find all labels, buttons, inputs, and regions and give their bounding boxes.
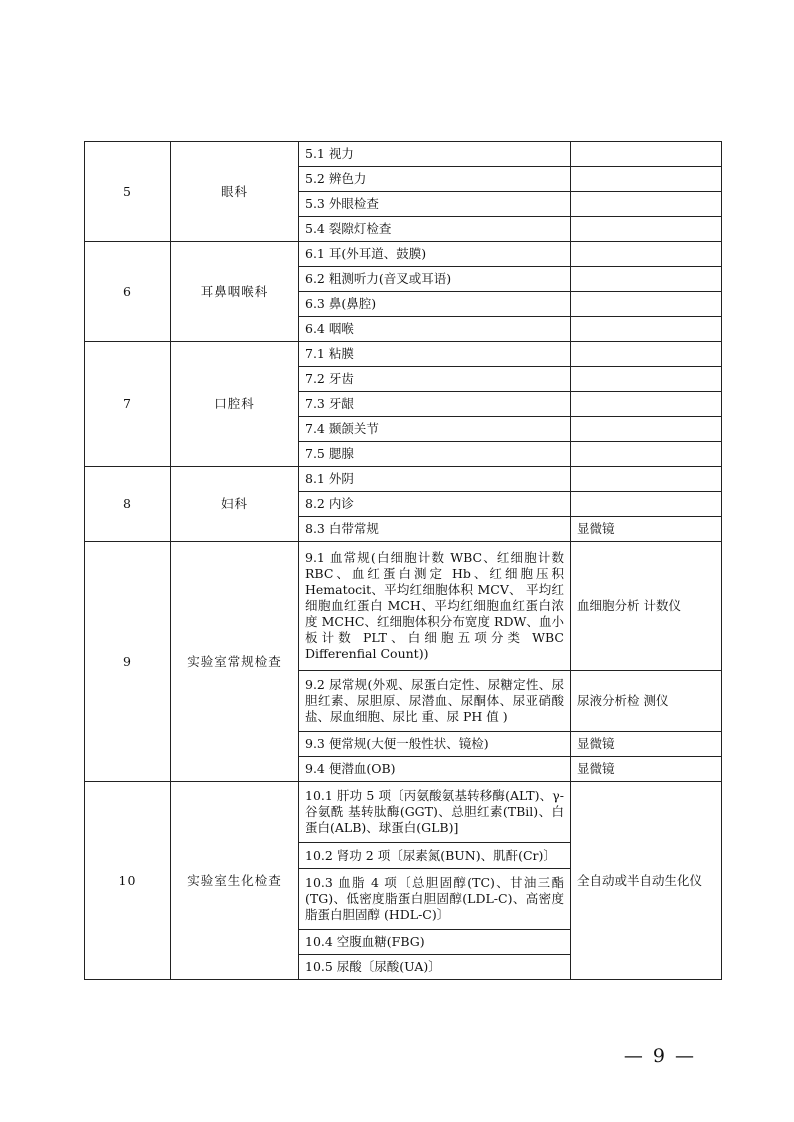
equipment: 显微镜 <box>571 517 722 542</box>
equipment: 尿液分析检 测仪 <box>571 671 722 732</box>
equipment <box>571 142 722 167</box>
equipment <box>571 367 722 392</box>
exam-item: 7.1 粘膜 <box>299 342 571 367</box>
equipment <box>571 167 722 192</box>
exam-item: 9.1 血常规(白细胞计数 WBC、红细胞计数 RBC、血红蛋白测定 Hb、红细胞压积 Hematocit、平均红细胞体积 MCV、 平均红细胞血红蛋白 MCH、平均红细胞血红蛋白浓度 MCHC、红细胞体积分布宽度 RDW、血小板计数 PLT、白细胞五项分类 WBC Differenfial Count)) <box>299 542 571 671</box>
equipment <box>571 192 722 217</box>
equipment: 全自动或半自动生化仪 <box>571 782 722 980</box>
equipment <box>571 317 722 342</box>
table-row <box>85 242 722 267</box>
equipment <box>571 492 722 517</box>
table-row <box>85 782 722 843</box>
equipment <box>571 392 722 417</box>
exam-item: 10.2 肾功 2 项〔尿素氮(BUN)、肌酐(Cr)〕 <box>299 843 571 869</box>
exam-item: 8.2 内诊 <box>299 492 571 517</box>
equipment <box>571 442 722 467</box>
exam-item: 9.4 便潜血(OB) <box>299 757 571 782</box>
exam-item: 6.2 粗测听力(音叉或耳语) <box>299 267 571 292</box>
department-name: 口腔科 <box>171 342 299 467</box>
exam-item: 7.3 牙龈 <box>299 392 571 417</box>
department-name: 眼科 <box>171 142 299 242</box>
equipment <box>571 342 722 367</box>
table-row <box>85 467 722 492</box>
equipment: 血细胞分析 计数仪 <box>571 542 722 671</box>
exam-item: 9.2 尿常规(外观、尿蛋白定性、尿糖定性、尿胆红素、尿胆原、尿潜血、尿酮体、尿亚硝酸盐、尿血细胞、尿比 重、尿 PH 值 ) <box>299 671 571 732</box>
table-row <box>85 142 722 167</box>
equipment <box>571 292 722 317</box>
equipment <box>571 417 722 442</box>
exam-item: 10.3 血脂 4 项〔总胆固醇(TC)、甘油三酯(TG)、低密度脂蛋白胆固醇(LDL-C)、高密度脂蛋白胆固醇 (HDL-C)〕 <box>299 869 571 930</box>
department-name: 实验室生化检查 <box>171 782 299 980</box>
exam-item: 10.4 空腹血糖(FBG) <box>299 930 571 955</box>
department-name: 实验室常规检查 <box>171 542 299 782</box>
exam-item: 5.1 视力 <box>299 142 571 167</box>
exam-items-table <box>84 141 722 980</box>
exam-item: 6.4 咽喉 <box>299 317 571 342</box>
equipment <box>571 467 722 492</box>
exam-item: 7.4 颞颌关节 <box>299 417 571 442</box>
table-row <box>85 342 722 367</box>
exam-item: 7.2 牙齿 <box>299 367 571 392</box>
department-name: 耳鼻咽喉科 <box>171 242 299 342</box>
exam-item: 5.2 辨色力 <box>299 167 571 192</box>
equipment: 显微镜 <box>571 757 722 782</box>
section-number: 7 <box>85 342 171 467</box>
section-number: 5 <box>85 142 171 242</box>
section-number: 6 <box>85 242 171 342</box>
equipment <box>571 242 722 267</box>
section-number: 10 <box>85 782 171 980</box>
exam-item: 6.1 耳(外耳道、鼓膜) <box>299 242 571 267</box>
exam-item: 10.5 尿酸〔尿酸(UA)〕 <box>299 955 571 980</box>
exam-item: 6.3 鼻(鼻腔) <box>299 292 571 317</box>
department-name: 妇科 <box>171 467 299 542</box>
exam-item: 7.5 腮腺 <box>299 442 571 467</box>
exam-item: 9.3 便常规(大便一般性状、镜检) <box>299 732 571 757</box>
section-number: 9 <box>85 542 171 782</box>
equipment <box>571 267 722 292</box>
exam-item: 8.1 外阴 <box>299 467 571 492</box>
exam-item: 5.3 外眼检查 <box>299 192 571 217</box>
exam-item: 10.1 肝功 5 项〔丙氨酸氨基转移酶(ALT)、γ-谷氨酰 基转肽酶(GGT)、总胆红素(TBil)、白蛋白(ALB)、球蛋白(GLB)] <box>299 782 571 843</box>
equipment: 显微镜 <box>571 732 722 757</box>
equipment <box>571 217 722 242</box>
page-number: — 9 — <box>623 1045 696 1067</box>
exam-item: 5.4 裂隙灯检查 <box>299 217 571 242</box>
exam-item: 8.3 白带常规 <box>299 517 571 542</box>
table-row <box>85 542 722 671</box>
section-number: 8 <box>85 467 171 542</box>
